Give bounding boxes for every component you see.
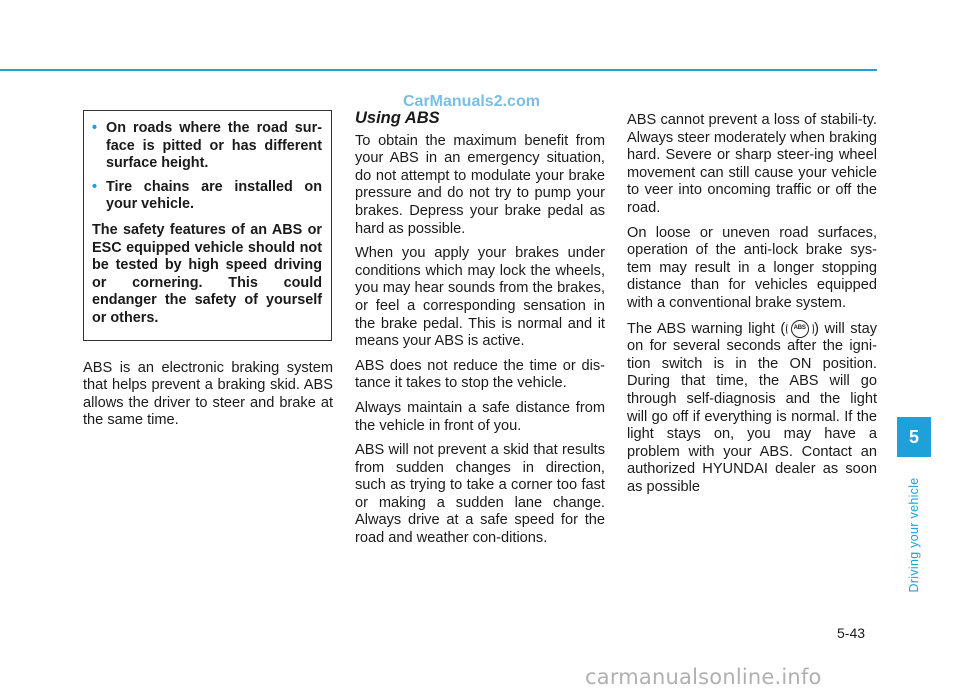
body-paragraph: On loose or uneven road surfaces, operation of the anti-lock brake sys-tem may result in a longer stopping distance than for vehicles equipped with a conventional brake system. [627,224,877,311]
warning-light-paragraph [627,320,877,497]
body-paragraph: ABS does not reduce the time or dis-tance it takes to stop the vehicle. [355,357,605,392]
bullet-icon: • [92,178,98,195]
body-paragraph: When you apply your brakes under conditions which may lock the wheels, you may hear sounds from the brakes, or feel a corresponding sensation in the brake pedal. This is normal and it means your ABS is active. [355,245,605,350]
abs-warning-light-icon [791,320,809,338]
warning-note: The safety features of an ABS or ESC equipped vehicle should not be tested by high speed driving or cornering. This could endanger the safety of yourself or others. [92,221,322,326]
chapter-number-tab: 5 [897,417,931,457]
bullet-icon: • [92,120,98,136]
section-heading: Using ABS [355,109,440,127]
warning-bullet-list [92,120,322,214]
warning-light-text-after: ) will stay on for several seconds after the igni-tion switch is in the ON position. During that time, the ABS will go through self-diagnosis and the light will go off if everything is normal. If the light stays on, you may have a problem with your ABS. Contact an authorized HYUNDAI dealer as soon as possible [627,320,877,495]
body-paragraph: To obtain the maximum benefit from your ABS in an emergency situation, do not attempt to modulate your brake pressure and do not try to pump your brakes. Depress your brake pedal as hard as possible. [355,132,605,237]
body-paragraph: ABS is an electronic braking system that helps prevent a braking skid. ABS allows the driver to steer and brake at the same time. [83,359,333,429]
body-paragraph: ABS will not prevent a skid that results from sudden changes in direction, such as trying to take a corner too fast or making a sudden lane change. Always drive at a safe speed for the road and weather con-ditions. [355,442,605,547]
abs-icon-label: ABS [793,324,806,331]
warning-light-text-before: The ABS warning light ( [627,320,786,337]
header-rule [0,69,877,71]
watermark-text: CarManuals2.com [403,93,540,110]
warning-box [83,110,332,341]
body-paragraph: ABS cannot prevent a loss of stabili-ty. Always steer moderately when braking hard. Severe or sharp steer-ing wheel movement can still cause your vehicle to veer into oncoming traffic or off the road. [627,112,877,216]
column-middle [355,109,605,555]
body-paragraph: Always maintain a safe distance from the vehicle in front of you. [355,399,605,434]
column-left [83,110,333,437]
warning-bullet-text: Tire chains are installed on your vehicle. [106,178,322,213]
chapter-title: Driving your vehicle [907,477,921,593]
warning-bullet-text: On roads where the road sur-face is pitted or has different surface height. [106,120,322,172]
column-right [627,112,877,503]
warning-bullet-item [92,179,322,214]
warning-bullet-item [92,120,322,173]
page-number: 5-43 [837,625,866,641]
footer-watermark: carmanualsonline.info [585,665,822,689]
